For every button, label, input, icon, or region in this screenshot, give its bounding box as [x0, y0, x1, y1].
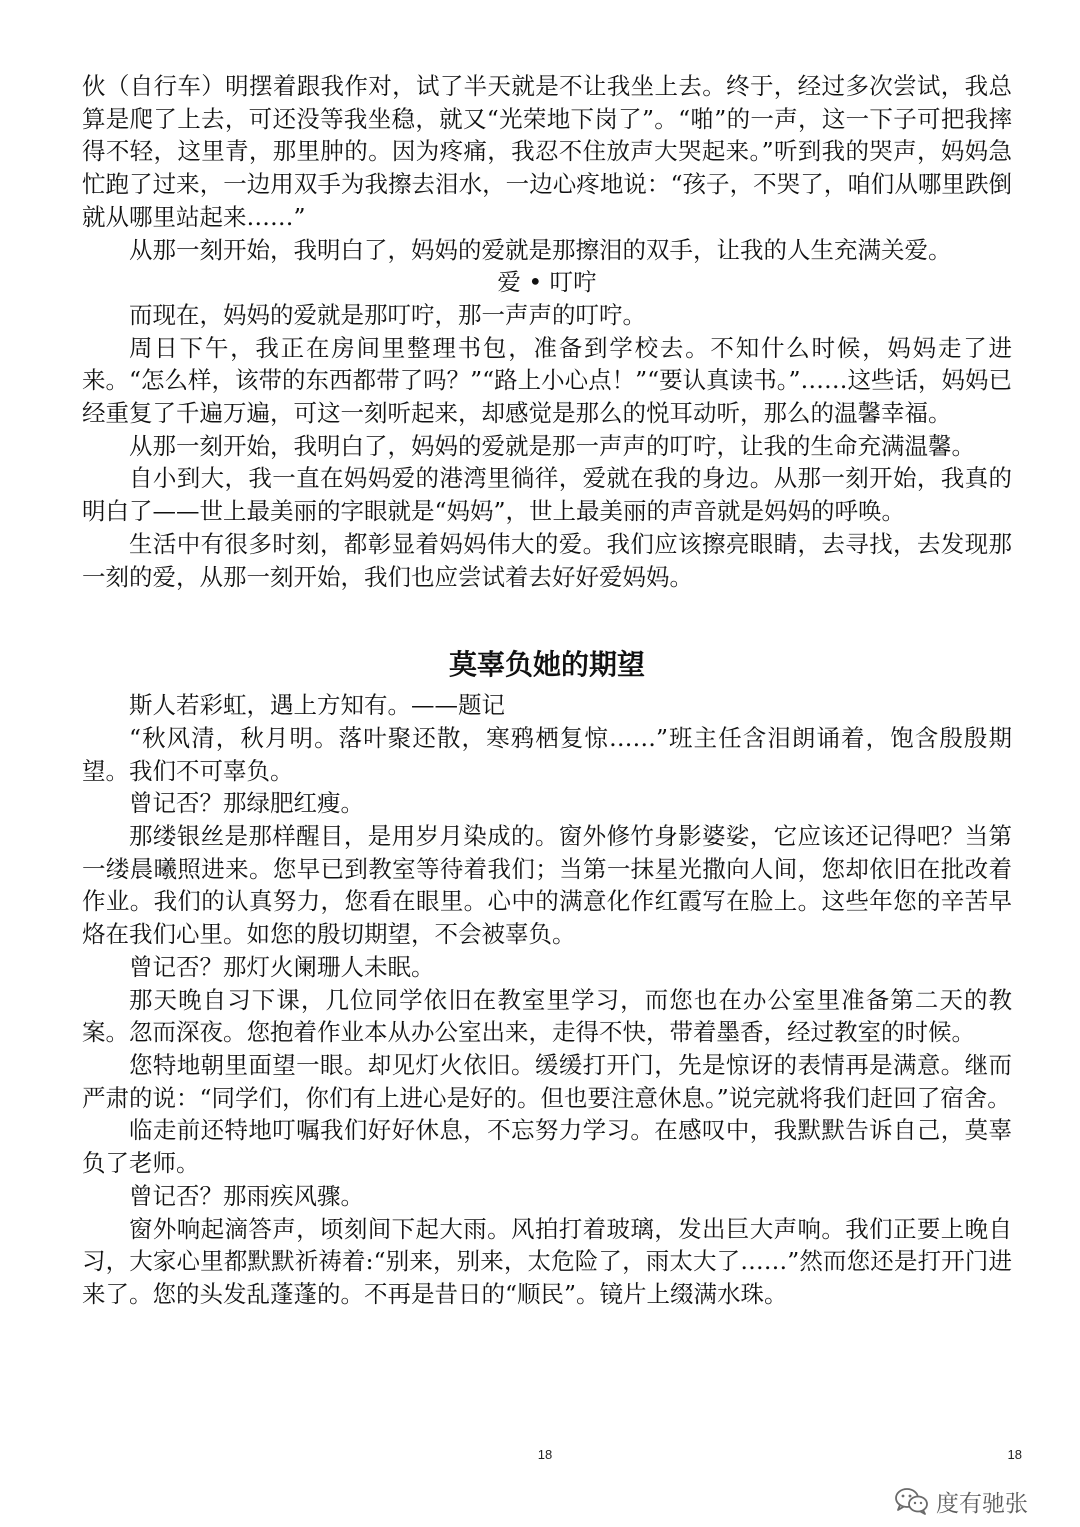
- subheading: 爱 • 叮咛: [497, 268, 597, 297]
- article-title: 莫辜负她的期望: [448, 648, 645, 682]
- paragraph: 那缕银丝是那样醒目，是用岁月染成的。窗外修竹身影婆娑，它应该还记得吧？当第一缕晨曦照进来。您早已到教室等待着我们；当第一抹星光撒向人间，您却依旧在批改着作业。我们的认真努力，您看在眼里。心中的满意化作红霞写在脸上。这些年您的辛苦早烙在我们心里。如您的殷切期望，不会被辜负。: [82, 822, 1012, 949]
- wechat-icon: [894, 1487, 930, 1515]
- page-number-right: 18: [1007, 1447, 1022, 1462]
- paragraph: 窗外响起滴答声，顷刻间下起大雨。风拍打着玻璃，发出巨大声响。我们正要上晚自习，大家心里都默默祈祷着:“别来，别来，太危险了，雨太大了……”然而您还是打开门进来了。您的头发乱蓬蓬的。不再是昔日的“顺民”。镜片上缀满水珠。: [82, 1214, 1012, 1308]
- watermark-text: 度有驰张: [936, 1490, 1028, 1517]
- paragraph: “秋风清，秋月明。落叶聚还散，寒鸦栖复惊……”班主任含泪朗诵着，饱含殷殷期望。我们不可辜负。: [82, 723, 1012, 785]
- paragraph: 斯人若彩虹，遇上方知有。——题记: [129, 691, 505, 720]
- paragraph: 生活中有很多时刻，都彰显着妈妈伟大的爱。我们应该擦亮眼睛，去寻找，去发现那一刻的爱，从那一刻开始，我们也应尝试着去好好爱妈妈。: [82, 529, 1012, 591]
- paragraph: 从那一刻开始，我明白了，妈妈的爱就是那一声声的叮咛，让我的生命充满温馨。: [129, 431, 975, 460]
- section-mother-love: [82, 70, 1012, 266]
- paragraph: 曾记否？那灯火阑珊人未眠。: [129, 952, 435, 981]
- paragraph: 您特地朝里面望一眼。却见灯火依旧。缓缓打开门，先是惊讶的表情再是满意。继而严肃的说：“同学们，你们有上进心是好的。但也要注意休息。”说完就将我们赶回了宿舍。: [82, 1050, 1012, 1112]
- paragraph: 那天晚自习下课，几位同学依旧在教室里学习，而您也在办公室里准备第二天的教案。忽而深夜。您抱着作业本从办公室出来，走得不快，带着墨香，经过教室的时候。: [82, 985, 1012, 1047]
- page-number-center: 18: [537, 1447, 553, 1462]
- paragraph: 曾记否？那绿肥红瘦。: [129, 789, 364, 818]
- section-mother-nagging: [82, 299, 1012, 593]
- paragraph: 曾记否？那雨疾风骤。: [129, 1181, 364, 1210]
- paragraph: 从那一刻开始，我明白了，妈妈的爱就是那擦泪的双手，让我的人生充满关爱。: [129, 235, 952, 264]
- document-page: [82, 70, 1012, 1311]
- section-teacher-expectation: [82, 689, 1012, 1310]
- paragraph: 临走前还特地叮嘱我们好好休息，不忘努力学习。在感叹中，我默默告诉自己，莫辜负了老师。: [82, 1116, 1012, 1178]
- paragraph: 自小到大，我一直在妈妈爱的港湾里徜徉，爱就在我的身边。从那一刻开始，我真的明白了——世上最美丽的字眼就是“妈妈”，世上最美丽的声音就是妈妈的呼唤。: [82, 464, 1012, 526]
- paragraph: 周日下午，我正在房间里整理书包，准备到学校去。不知什么时候，妈妈走了进来。“怎么样，该带的东西都带了吗？”“路上小心点！”“要认真读书。”……这些话，妈妈已经重复了千遍万遍，可这一刻听起来，却感觉是那么的悦耳动听，那么的温馨幸福。: [82, 333, 1012, 428]
- paragraph: 而现在，妈妈的爱就是那叮咛，那一声声的叮咛。: [129, 300, 646, 329]
- paragraph: 伙（自行车）明摆着跟我作对，试了半天就是不让我坐上去。终于，经过多次尝试，我总算是爬了上去，可还没等我坐稳，就又“光荣地下岗了”。“啪”的一声，这一下子可把我摔得不轻，这里青，那里肿的。因为疼痛，我忍不住放声大哭起来。”听到我的哭声，妈妈急忙跑了过来，一边用双手为我擦去泪水，一边心疼地说：“孩子，不哭了，咱们从哪里跌倒就从哪里站起来……”: [82, 72, 1012, 231]
- watermark: [894, 1486, 1028, 1516]
